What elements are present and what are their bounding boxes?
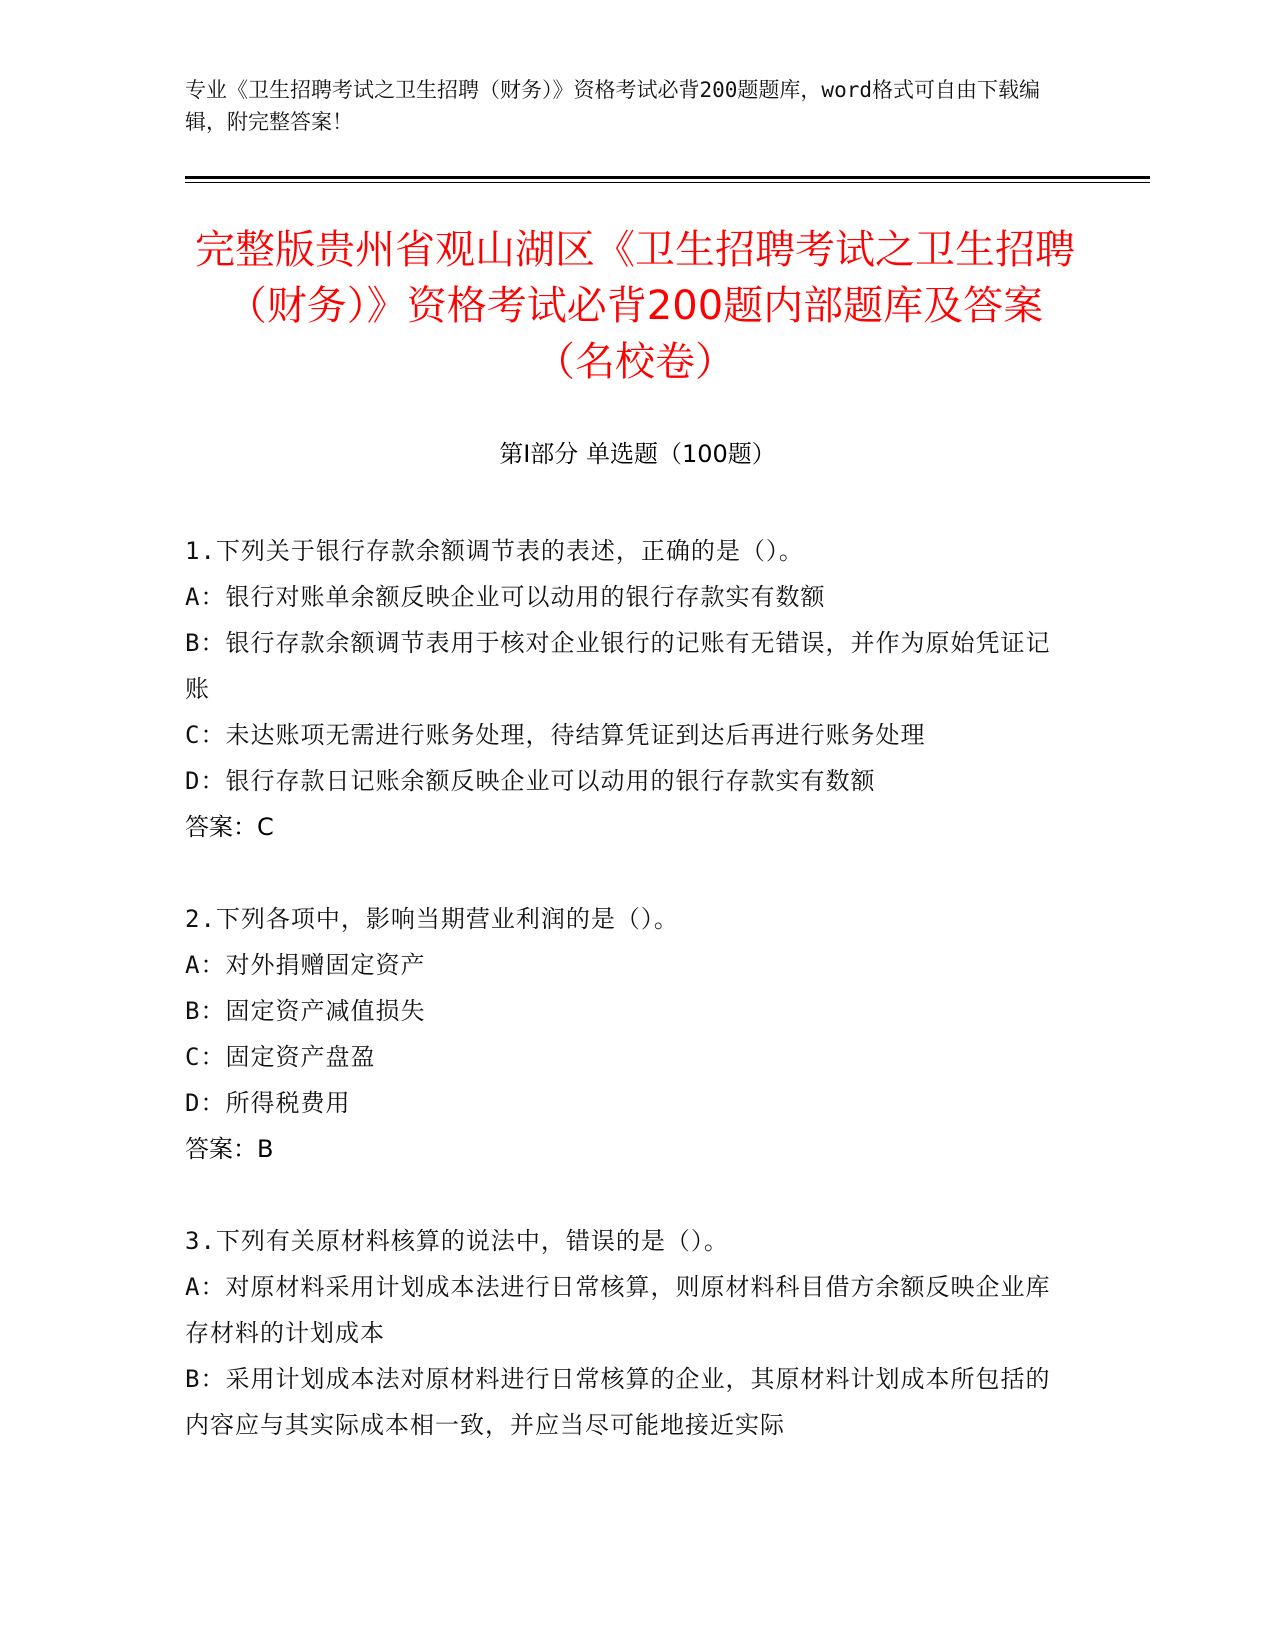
option-d: D：所得税费用 (185, 1089, 351, 1117)
question-stem: 2.下列各项中，影响当期营业利润的是（）。 (185, 905, 679, 933)
option-d: D：银行存款日记账余额反映企业可以动用的银行存款实有数额 (185, 767, 876, 795)
header-divider-thin (185, 182, 1150, 183)
document-title: 完整版贵州省观山湖区《卫生招聘考试之卫生招聘（财务）》资格考试必背200题内部题库及答案（名校卷） (195, 227, 1075, 385)
question-stem: 1.下列关于银行存款余额调节表的表述，正确的是（）。 (185, 537, 804, 565)
option-c: C：固定资产盘盈 (185, 1043, 376, 1071)
header-note: 专业《卫生招聘考试之卫生招聘（财务）》资格考试必背200题题库，word格式可自由下载编辑，附完整答案！ (185, 78, 1040, 134)
question-1 (185, 528, 1075, 850)
option-b: B：银行存款余额调节表用于核对企业银行的记账有无错误，并作为原始凭证记账 (185, 629, 1051, 703)
answer-line: 答案：C (185, 813, 274, 841)
option-a: A：对外捐赠固定资产 (185, 951, 426, 979)
question-stem: 3.下列有关原材料核算的说法中，错误的是（）。 (185, 1227, 729, 1255)
option-c: C：未达账项无需进行账务处理，待结算凭证到达后再进行账务处理 (185, 721, 926, 749)
section-heading: 第Ⅰ部分 单选题（100题） (499, 440, 776, 468)
question-2 (185, 896, 1075, 1172)
option-b: B：固定资产减值损失 (185, 997, 426, 1025)
question-list (185, 528, 1075, 1494)
header-divider-thick (185, 176, 1150, 179)
question-3 (185, 1218, 1075, 1448)
option-a: A：银行对账单余额反映企业可以动用的银行存款实有数额 (185, 583, 826, 611)
option-a: A：对原材料采用计划成本法进行日常核算，则原材料科目借方余额反映企业库存材料的计划成本 (185, 1273, 1051, 1347)
option-b: B：采用计划成本法对原材料进行日常核算的企业，其原材料计划成本所包括的内容应与其实际成本相一致，并应当尽可能地接近实际 (185, 1365, 1051, 1439)
answer-line: 答案：B (185, 1135, 274, 1163)
